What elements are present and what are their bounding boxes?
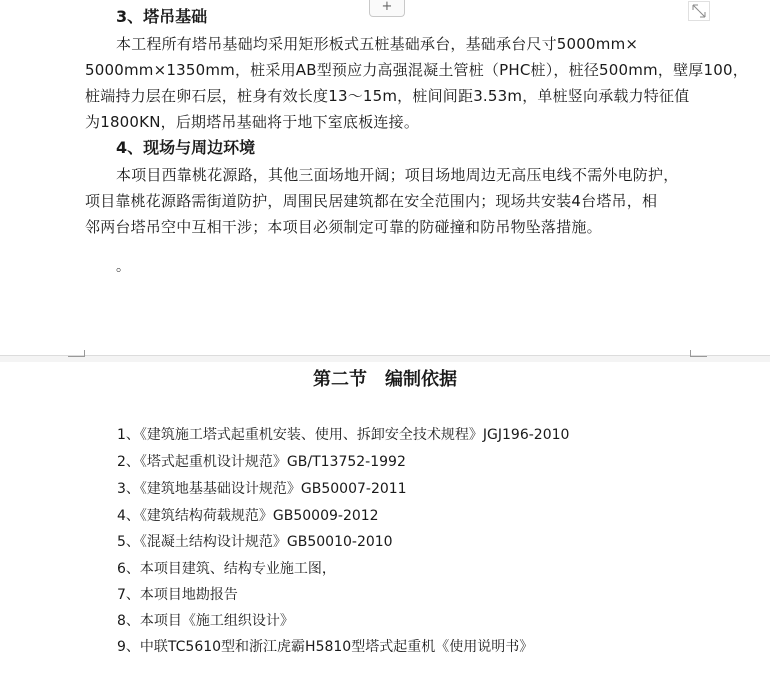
paragraph-line: 本项目西靠桃花源路，其他三面场地开阔；项目场地周边无高压电线不需外电防护， (116, 166, 679, 184)
reference-list-item: 5、《混凝土结构设计规范》GB50010-2010 (117, 534, 393, 550)
reference-list-item: 1、《建筑施工塔式起重机安装、使用、拆卸安全技术规程》JGJ196-2010 (117, 427, 570, 443)
paragraph-line: 项目靠桃花源路需街道防护，周围民居建筑都在安全范围内；现场共安装4台塔吊，相 (85, 192, 658, 210)
trailing-punctuation: 。 (116, 259, 130, 275)
heading-tower-crane-foundation: 3、塔吊基础 (116, 7, 208, 26)
page-corner-mark (68, 350, 85, 357)
expand-icon[interactable] (688, 1, 710, 21)
heading-site-environment: 4、现场与周边环境 (116, 138, 256, 157)
expand-section-button[interactable]: + (369, 0, 405, 17)
reference-list-item: 9、中联TC5610型和浙江虎霸H5810型塔式起重机《使用说明书》 (117, 639, 534, 655)
paragraph-line: 为1800KN，后期塔吊基础将于地下室底板连接。 (85, 113, 420, 131)
reference-list-item: 2、《塔式起重机设计规范》GB/T13752-1992 (117, 454, 406, 470)
reference-list-item: 7、本项目地勘报告 (117, 587, 238, 603)
page-corner-mark (690, 350, 707, 357)
paragraph-line: 邻两台塔吊空中互相干涉；本项目必须制定可靠的防碰撞和防吊物坠落措施。 (85, 218, 602, 236)
reference-list-item: 6、本项目建筑、结构专业施工图， (117, 561, 336, 577)
reference-list-item: 8、本项目《施工组织设计》 (117, 613, 294, 629)
paragraph-line: 5000mm×1350mm，桩采用AB型预应力高强混凝土管桩（PHC桩），桩径500mm，壁厚100， (85, 61, 748, 79)
paragraph-line: 桩端持力层在卵石层，桩身有效长度13～15m，桩间间距3.53m，单桩竖向承载力特征值 (85, 87, 690, 105)
expand-arrows-icon (689, 2, 709, 20)
reference-list-item: 3、《建筑地基基础设计规范》GB50007-2011 (117, 481, 407, 497)
chapter-title: 第二节 编制依据 (313, 369, 457, 390)
document-page-lower (0, 362, 770, 681)
reference-list-item: 4、《建筑结构荷载规范》GB50009-2012 (117, 508, 379, 524)
paragraph-line: 本工程所有塔吊基础均采用矩形板式五桩基础承台，基础承台尺寸5000mm× (116, 35, 639, 53)
